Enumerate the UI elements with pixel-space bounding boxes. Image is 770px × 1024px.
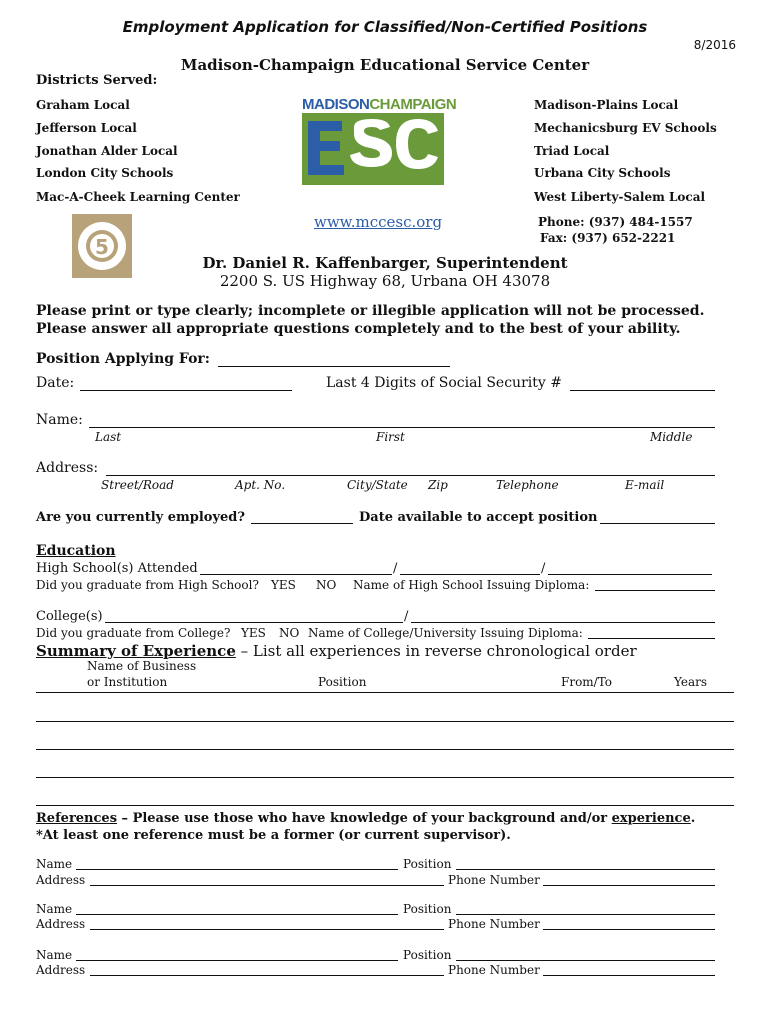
org-address: 2200 S. US Highway 68, Urbana OH 43078 <box>219 272 551 290</box>
references-text: – Please use those who have knowledge of your background and/or <box>121 811 608 826</box>
logo-text-champaign: CHAMPAIGN <box>369 96 457 113</box>
college-label: College(s) <box>36 609 103 624</box>
date-field[interactable] <box>80 390 292 391</box>
svg-text:5: 5 <box>95 235 109 259</box>
ref-address-field[interactable] <box>90 975 444 976</box>
experience-row-line[interactable] <box>36 721 734 722</box>
address-sub-apt: Apt. No. <box>235 478 286 492</box>
available-label: Date available to accept position <box>359 510 598 525</box>
logo-text-madison: MADISON <box>302 96 370 113</box>
hs-slash: / <box>541 561 546 576</box>
name-field[interactable] <box>89 427 715 428</box>
ref-name-field[interactable] <box>76 869 398 870</box>
college-field-1[interactable] <box>105 622 403 623</box>
fax-number: Fax: (937) 652-2221 <box>540 231 676 245</box>
college-slash: / <box>404 609 409 624</box>
address-sub-street: Street/Road <box>101 478 174 492</box>
col-fromto: From/To <box>561 675 613 689</box>
name-sub-last: Last <box>95 430 122 444</box>
logo-esc-mark <box>302 113 444 185</box>
org-name: Madison-Champaign Educational Service Center <box>180 56 590 74</box>
hs-grad-question: Did you graduate from High School? <box>36 578 259 592</box>
ref-address-label: Address <box>36 917 86 931</box>
ref-address-label: Address <box>36 873 86 887</box>
hs-diploma-field[interactable] <box>595 590 715 591</box>
ref-phone-field[interactable] <box>543 975 715 976</box>
employed-label: Are you currently employed? <box>36 510 246 525</box>
ref-position-field[interactable] <box>456 960 715 961</box>
ref-address-field[interactable] <box>90 885 444 886</box>
esc-logo <box>300 96 457 188</box>
ref-position-label: Position <box>403 948 452 962</box>
hs-field-2[interactable] <box>400 574 540 575</box>
district-item: Madison-Plains Local <box>534 98 679 112</box>
col-business-2: or Institution <box>87 675 168 689</box>
ref-name-label: Name <box>36 857 73 871</box>
phone-number: Phone: (937) 484-1557 <box>538 215 693 229</box>
ssn-field[interactable] <box>570 390 715 391</box>
address-sub-telephone: Telephone <box>496 478 559 492</box>
district-item: Mechanicsburg EV Schools <box>534 121 717 135</box>
position-label: Position Applying For: <box>36 351 210 367</box>
ref-name-field[interactable] <box>76 960 398 961</box>
district-item: London City Schools <box>36 166 174 180</box>
district-item: Graham Local <box>36 98 130 112</box>
website-link[interactable]: www.mccesc.org <box>314 213 443 231</box>
experience-row-line[interactable] <box>36 777 734 778</box>
ref-address-field[interactable] <box>90 929 444 930</box>
col-years: Years <box>674 675 708 689</box>
employed-field[interactable] <box>251 523 353 524</box>
college-diploma-field[interactable] <box>588 638 715 639</box>
ref-position-label: Position <box>403 857 452 871</box>
college-grad-no[interactable]: NO <box>279 626 300 640</box>
ref-phone-label: Phone Number <box>448 963 540 977</box>
name-sub-middle: Middle <box>650 430 693 444</box>
experience-row-line[interactable] <box>36 805 734 806</box>
college-grad-question: Did you graduate from College? <box>36 626 231 640</box>
revision-date: 8/2016 <box>693 38 736 52</box>
references-text-end: experience <box>611 811 691 826</box>
hs-field-1[interactable] <box>200 574 392 575</box>
instruction-line: Please print or type clearly; incomplete or illegible application will not be processed. <box>36 303 705 319</box>
district-item: Triad Local <box>534 144 610 158</box>
references-heading: References <box>36 811 118 826</box>
address-sub-city: City/State <box>347 478 408 492</box>
experience-subtitle: – List all experiences in reverse chronological order <box>240 642 637 660</box>
experience-row-line[interactable] <box>36 749 734 750</box>
address-label: Address: <box>36 460 99 476</box>
address-field[interactable] <box>106 475 715 476</box>
college-grad-yes[interactable]: YES <box>241 626 266 640</box>
references-heading-row <box>36 811 695 826</box>
name-sub-first: First <box>376 430 405 444</box>
hs-label: High School(s) Attended <box>36 561 198 576</box>
hs-field-3[interactable] <box>548 574 712 575</box>
references-period: . <box>690 811 696 826</box>
district-item: Mac-A-Cheek Learning Center <box>36 190 240 204</box>
ref-address-label: Address <box>36 963 86 977</box>
instruction-line: Please answer all appropriate questions completely and to the best of your ability. <box>36 321 681 337</box>
address-sub-zip: Zip <box>428 478 448 492</box>
hs-diploma-label: Name of High School Issuing Diploma: <box>353 578 590 592</box>
references-note: *At least one reference must be a former (or current supervisor). <box>36 828 511 843</box>
experience-heading: Summary of Experience <box>36 642 236 660</box>
hs-slash: / <box>393 561 398 576</box>
address-sub-email: E-mail <box>625 478 665 492</box>
district-item: Urbana City Schools <box>534 166 671 180</box>
col-business-1: Name of Business <box>87 659 197 673</box>
ref-position-field[interactable] <box>456 869 715 870</box>
college-field-2[interactable] <box>411 622 715 623</box>
ssn-label: Last 4 Digits of Social Security # <box>326 375 562 391</box>
district-item: Jefferson Local <box>36 121 137 135</box>
ref-name-field[interactable] <box>76 914 398 915</box>
ref-phone-field[interactable] <box>543 929 715 930</box>
position-field[interactable] <box>218 366 450 367</box>
district-item: West Liberty-Salem Local <box>534 190 706 204</box>
ref-phone-field[interactable] <box>543 885 715 886</box>
ref-position-field[interactable] <box>456 914 715 915</box>
ref-name-label: Name <box>36 948 73 962</box>
date-label: Date: <box>36 375 75 391</box>
superintendent: Dr. Daniel R. Kaffenbarger, Superintendent <box>202 254 568 272</box>
district-item: Jonathan Alder Local <box>36 144 178 158</box>
ref-phone-label: Phone Number <box>448 917 540 931</box>
ref-position-label: Position <box>403 902 452 916</box>
education-heading: Education <box>36 543 116 559</box>
available-field[interactable] <box>600 523 715 524</box>
college-diploma-label: Name of College/University Issuing Diploma: <box>308 626 583 640</box>
ref-name-label: Name <box>36 902 73 916</box>
ref-phone-label: Phone Number <box>448 873 540 887</box>
hs-grad-no[interactable]: NO <box>316 578 337 592</box>
col-position: Position <box>318 675 367 689</box>
form-title: Employment Application for Classified/Non-Certified Positions <box>122 18 648 36</box>
hs-grad-yes[interactable]: YES <box>271 578 296 592</box>
experience-heading-row <box>36 642 637 660</box>
name-label: Name: <box>36 412 83 428</box>
districts-label: Districts Served: <box>36 73 158 88</box>
experience-row-line[interactable] <box>36 692 734 693</box>
